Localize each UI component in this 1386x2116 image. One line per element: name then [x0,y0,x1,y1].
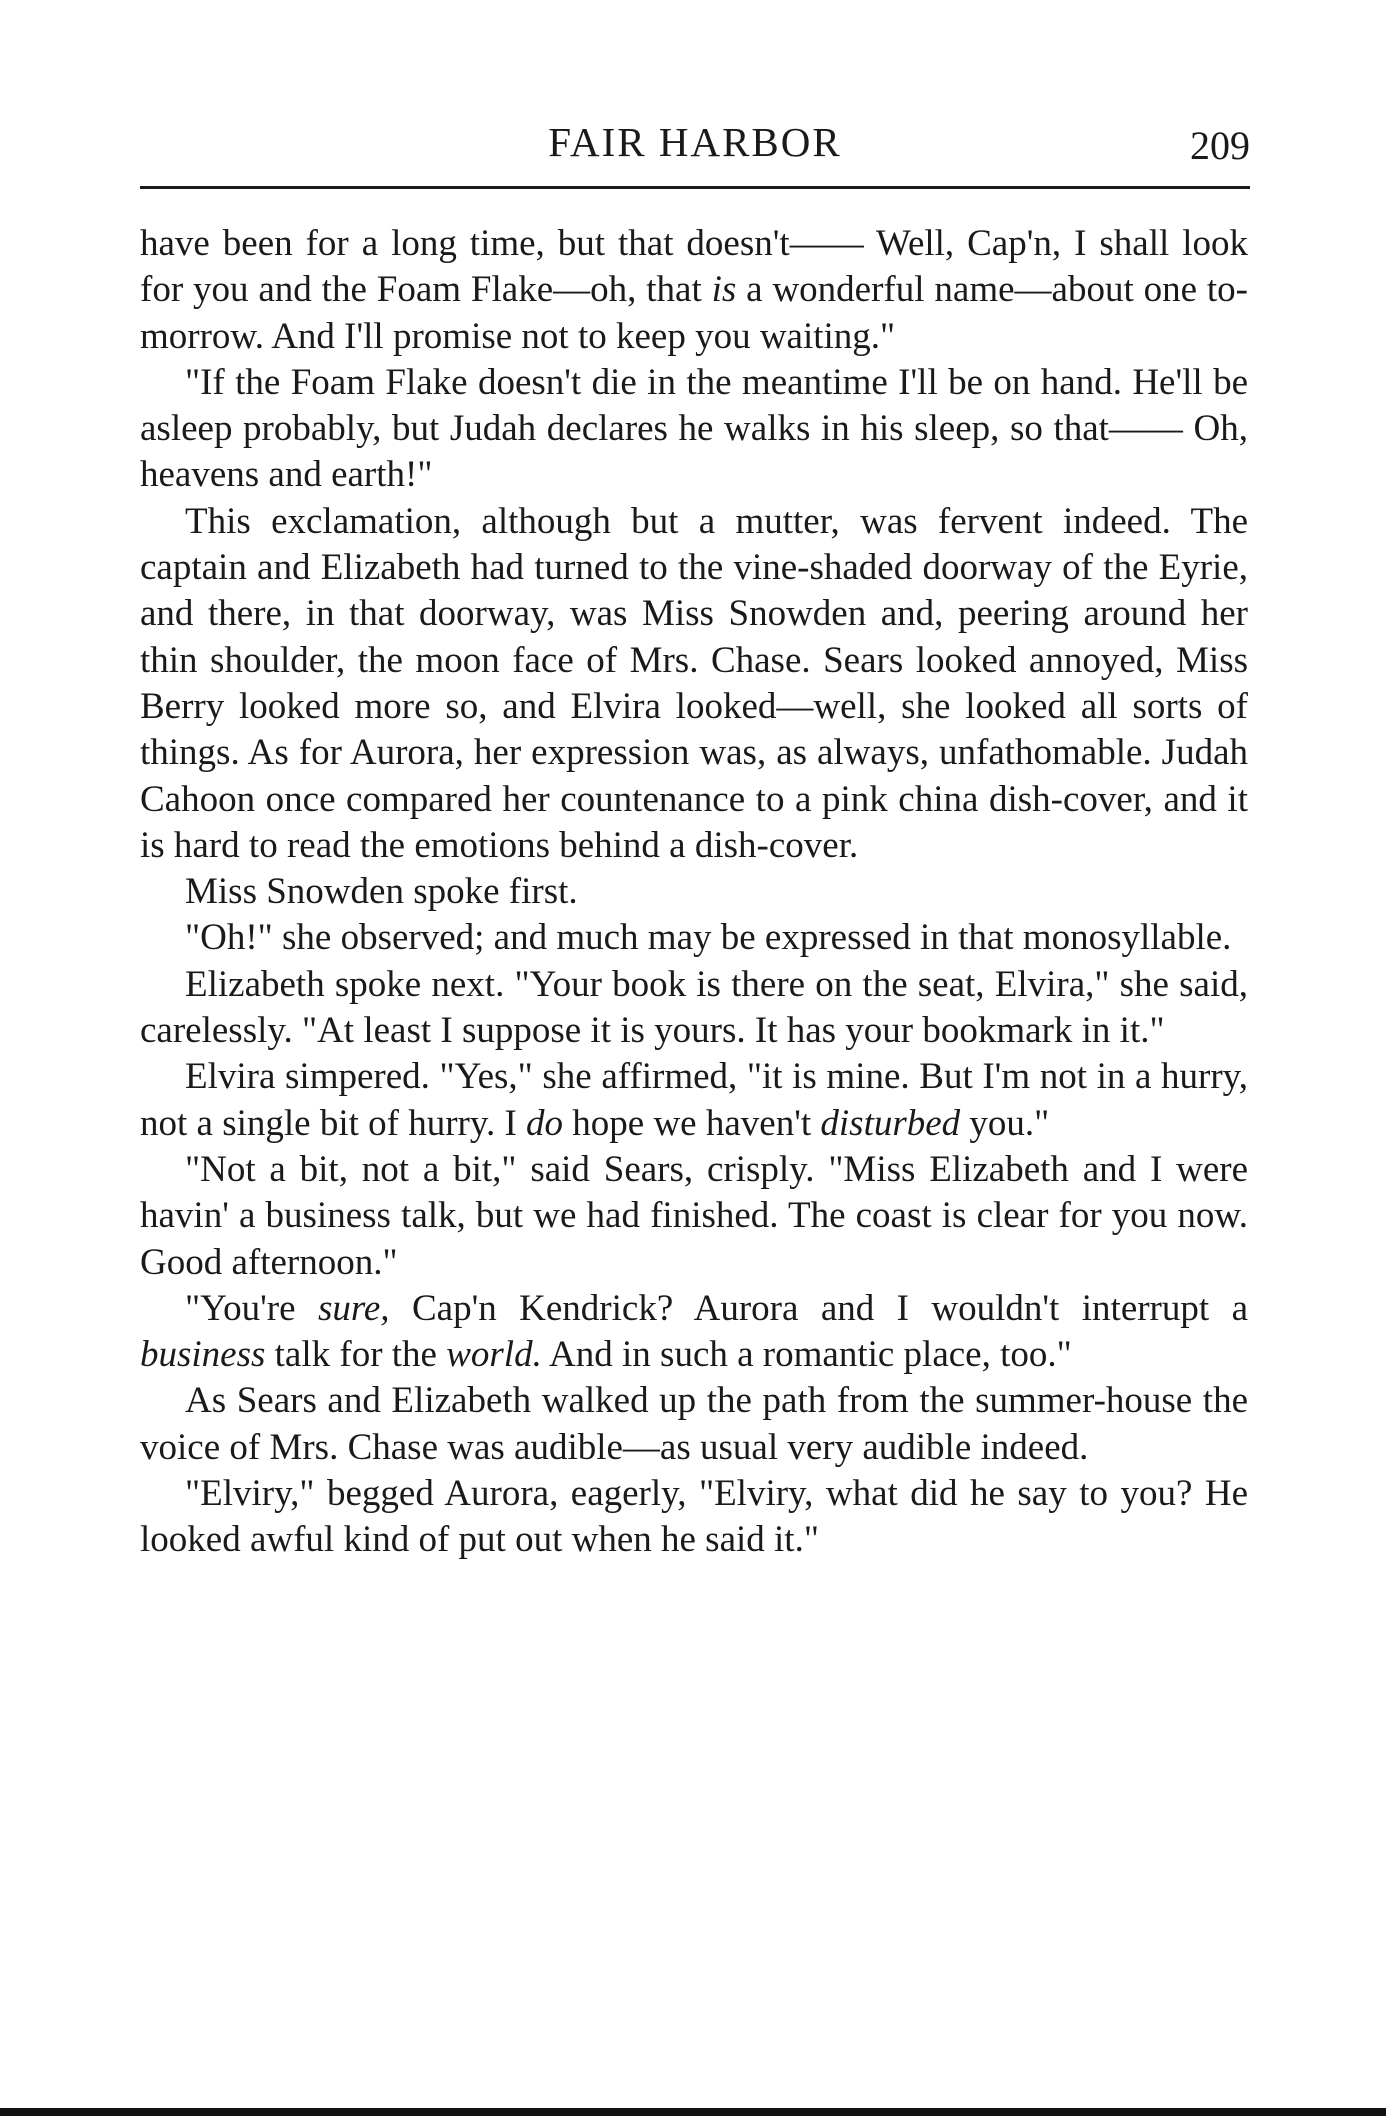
paragraph [140,915,1248,961]
text-run: "If the Foam Flake doesn't die in the meantime I'll be on hand. He'll be asleep probably, but Judah declares he walks in his sleep, so that—— Oh, heavens and earth!" [140,361,1248,496]
page-header [140,118,1250,174]
text-run: This exclamation, although but a mutter, was fervent indeed. The captain and Elizabeth had turned to the vine-shaded doorway of the Eyrie, and there, in that doorway, was Miss Snowden and, peering around her thin shoulder, the moon face of Mrs. Chase. Sears looked annoyed, Miss Berry looked more so, and Elvira looked—well, she looked all sorts of things. As for Aurora, her expression was, as always, unfathomable. Judah Cahoon once compared her countenance to a pink china dish-cover, and it is hard to read the emotions behind a dish-cover. [140,500,1248,866]
italic-run: do [526,1102,564,1144]
text-run: "Oh!" she observed; and much may be expressed in that monosyllable. [185,917,1232,959]
paragraph [140,499,1248,869]
paragraph [140,869,1248,915]
italic-run: business [140,1334,266,1376]
paragraph [140,1471,1248,1564]
italic-run: world. [446,1334,542,1376]
text-run: you." [960,1102,1050,1144]
italic-run: disturbed [820,1102,961,1144]
paragraph [140,1378,1248,1471]
page-number: 209 [1190,123,1250,168]
text-run: Miss Snowden spoke first. [185,871,578,913]
text-run: "Elviry," begged Aurora, eagerly, "Elviry, what did he say to you? He looked awful kind of put out when he said it." [140,1473,1248,1561]
running-head: FAIR HARBOR [548,119,842,165]
text-run: Elizabeth spoke next. "Your book is there on the seat, Elvira," she said, carelessly. "At least I suppose it is yours. It has your bookmark in it." [140,963,1248,1052]
paragraph [140,1147,1248,1286]
text-run: Cap'n Kendrick? Aurora and I wouldn't interrupt a [389,1287,1248,1329]
paragraph [140,1054,1248,1147]
text-run: Elvira simpered. "Yes," she affirmed, "it is mine. But I'm not in a hurry, not a single bit of hurry. I [140,1056,1248,1144]
text-run: "Not a bit, not a bit," said Sears, crisply. "Miss Elizabeth and I were havin' a business talk, but we had finished. The coast is clear for you now. Good afternoon." [140,1148,1248,1283]
body-text [140,221,1248,1564]
paragraph [140,1286,1248,1379]
header-rule [140,186,1250,189]
text-run: As Sears and Elizabeth walked up the path from the summer-house the voice of Mrs. Chase was audible—as usual very audible indeed. [140,1380,1248,1468]
text-run: hope we haven't [563,1102,821,1144]
italic-run: sure, [317,1287,390,1329]
paragraph [140,962,1248,1055]
paragraph [140,360,1248,499]
italic-run: is [711,269,737,311]
text-run: "You're [185,1287,318,1329]
paragraph [140,221,1248,360]
text-run: have been for a long time, but that doesn't—— Well, Cap'n, I shall look for you and the Foam Flake—oh, that [140,223,1248,311]
text-run: And in such a romantic place, too." [541,1334,1072,1376]
text-run: a wonderful name—about one to-morrow. And I'll promise not to keep you waiting." [140,269,1249,357]
scan-edge [0,2108,1386,2116]
text-run: talk for the [265,1334,447,1376]
